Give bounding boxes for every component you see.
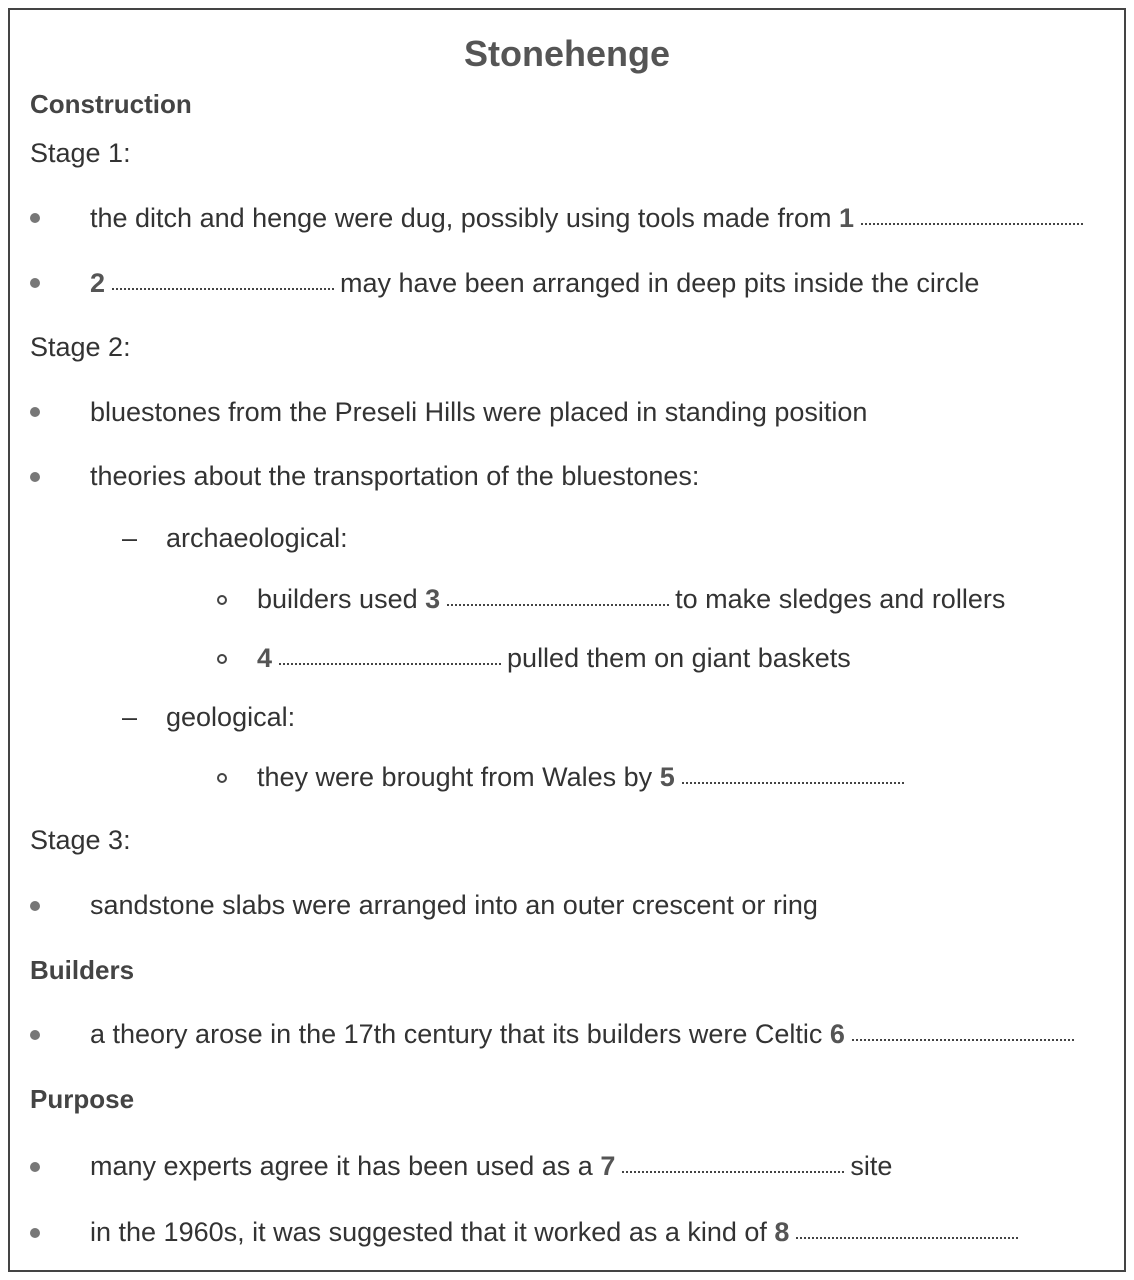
answer-blank-3[interactable] [447,600,669,606]
q4-post: pulled them on giant baskets [507,643,851,673]
q7-number: 7 [600,1151,616,1181]
archaeological-label: archaeological: [166,523,348,553]
answer-blank-4[interactable] [279,659,501,665]
circle-bullet-icon [217,595,227,605]
dash-marker: – [122,702,138,732]
heading-construction: Construction [30,89,192,119]
bullet-icon [30,472,40,482]
bullet-icon [30,1030,40,1040]
q6-number: 6 [829,1019,845,1049]
q3-line [257,583,1005,615]
answer-blank-5[interactable] [682,778,904,784]
bullet-icon [30,901,40,911]
bullet-icon [30,1228,40,1238]
q8-text: in the 1960s, it was suggested that it worked as a kind of [90,1217,767,1247]
q5-line [257,761,904,793]
q3-pre: builders used [257,584,418,614]
stage-2-label: Stage 2: [30,332,131,362]
q1-line [90,202,1083,234]
page-title: Stonehenge [463,33,670,74]
heading-purpose: Purpose [30,1084,135,1114]
q8-line [90,1216,1018,1248]
q7-pre: many experts agree it has been used as a [90,1151,593,1181]
q1-number: 1 [838,203,854,233]
answer-blank-7[interactable] [622,1167,844,1173]
stage3-bullet1: sandstone slabs were arranged into an outer crescent or ring [90,890,818,920]
q1-text: the ditch and henge were dug, possibly using tools made from [90,203,832,233]
page-frame [8,8,1126,1272]
bullet-icon [30,407,40,417]
heading-builders: Builders [30,955,135,985]
q8-number: 8 [774,1217,790,1247]
q2-text: may have been arranged in deep pits inside the circle [340,268,980,298]
answer-blank-1[interactable] [861,219,1083,225]
circle-bullet-icon [217,773,227,783]
dash-marker: – [122,523,138,553]
stage-3-label: Stage 3: [30,825,131,855]
answer-blank-2[interactable] [112,284,334,290]
stage2-bullet2: theories about the transportation of the bluestones: [90,461,700,491]
q4-line [257,642,851,674]
stage2-bullet1: bluestones from the Preseli Hills were placed in standing position [90,397,868,427]
q7-line [90,1150,892,1182]
q6-text: a theory arose in the 17th century that its builders were Celtic [90,1019,823,1049]
answer-blank-8[interactable] [796,1233,1018,1239]
q2-number: 2 [90,268,106,298]
bullet-icon [30,213,40,223]
answer-blank-6[interactable] [852,1035,1074,1041]
geological-label: geological: [166,702,296,732]
q5-number: 5 [659,762,675,792]
circle-bullet-icon [217,654,227,664]
stage-1-label: Stage 1: [30,138,131,168]
bullet-icon [30,278,40,288]
q6-line [90,1018,1074,1050]
q2-line [90,267,979,299]
q5-pre: they were brought from Wales by [257,762,653,792]
q7-post: site [850,1151,893,1181]
q3-post: to make sledges and rollers [675,584,1006,614]
bullet-icon [30,1162,40,1172]
q3-number: 3 [425,584,441,614]
q4-number: 4 [257,643,273,673]
